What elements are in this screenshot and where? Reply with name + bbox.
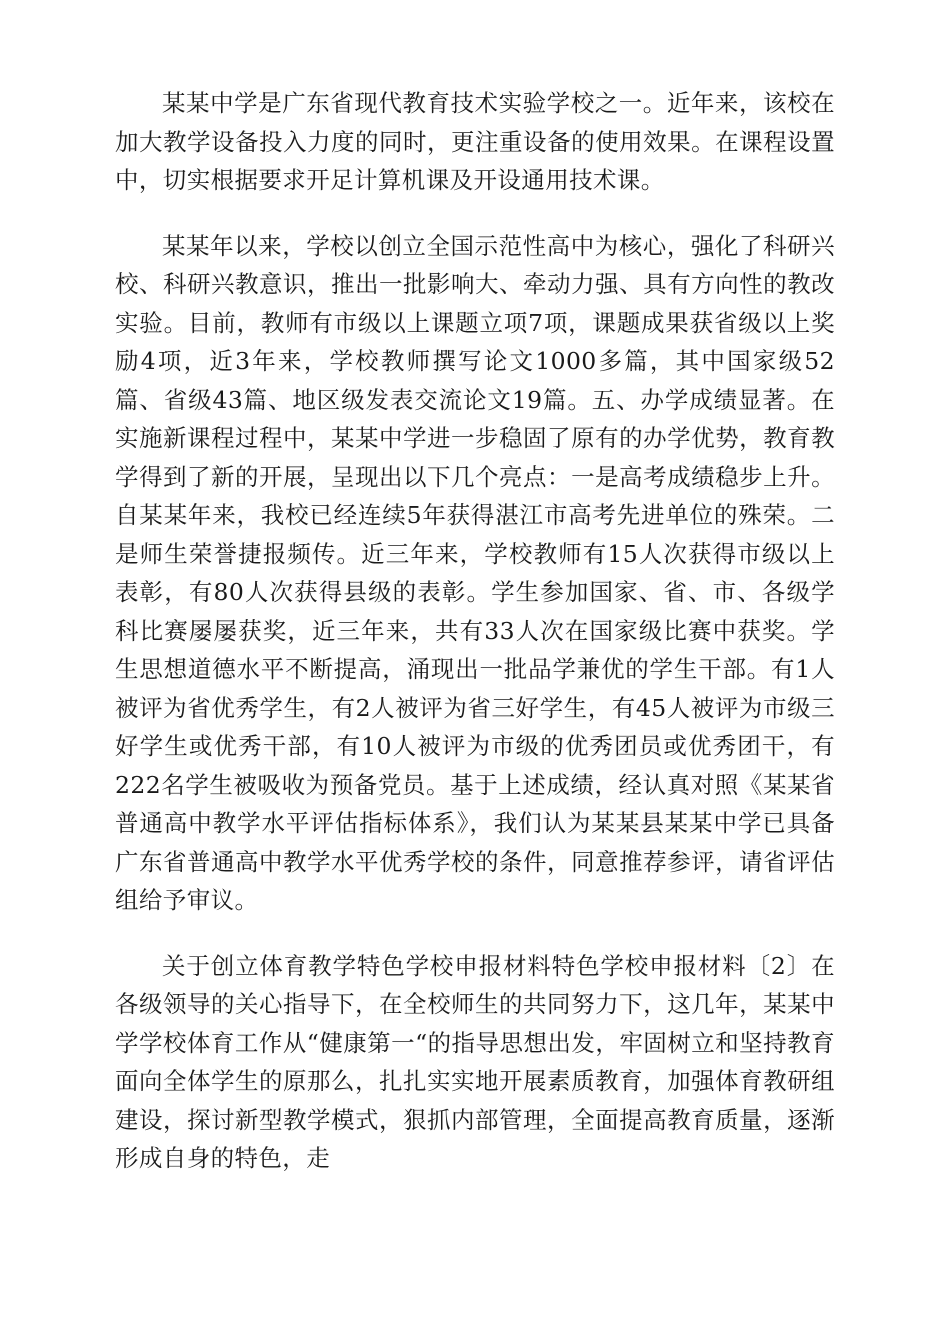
paragraph-research-achievements: 某某年以来，学校以创立全国示范性高中为核心，强化了科研兴校、科研兴教意识，推出一批影响大、牵动力强、具有方向性的教改实验。目前，教师有市级以上课题立项7项，课题成果获省级以上奖励4项，近3年来，学校教师撰写论文1000多篇，其中国家级52篇、省级43篇、地区级发表交流论文19篇。五、办学成绩显著。在实施新课程过程中，某某中学进一步稳固了原有的办学优势，教育教学得到了新的开展，呈现出以下几个亮点：一是高考成绩稳步上升。自某某年来，我校已经连续5年获得湛江市高考先进单位的殊荣。二是师生荣誉捷报频传。近三年来，学校教师有15人次获得市级以上表彰，有80人次获得县级的表彰。学生参加国家、省、市、各级学科比赛屡屡获奖，近三年来，共有33人次在国家级比赛中获奖。学生思想道德水平不断提高，涌现出一批品学兼优的学生干部。有1人被评为省优秀学生，有2人被评为省三好学生，有45人被评为市级三好学生或优秀干部，有10人被评为市级的优秀团员或优秀团干，有222名学生被吸收为预备党员。基于上述成绩，经认真对照《某某省普通高中教学水平评估指标体系》，我们认为某某县某某中学已具备广东省普通高中教学水平优秀学校的条件，同意推荐参评，请省评估组给予审议。 (115, 231, 835, 914)
paragraph-sports-application: 关于创立体育教学特色学校申报材料特色学校申报材料〔2〕在各级领导的关心指导下，在全校师生的共同努力下，这几年，某某中学学校体育工作从“健康第一“的指导思想出发，牢固树立和坚持教育面向全体学生的原那么，扎扎实实地开展素质教育，加强体育教研组建设，探讨新型教学模式，狠抓内部管理，全面提高教育质量，逐渐形成自身的特色，走 (115, 951, 835, 1172)
paragraph-school-overview: 某某中学是广东省现代教育技术实验学校之一。近年来，该校在加大教学设备投入力度的同时，更注重设备的使用效果。在课程设置中，切实根据要求开足计算机课及开设通用技术课。 (115, 89, 835, 194)
document-page (115, 84, 835, 1178)
